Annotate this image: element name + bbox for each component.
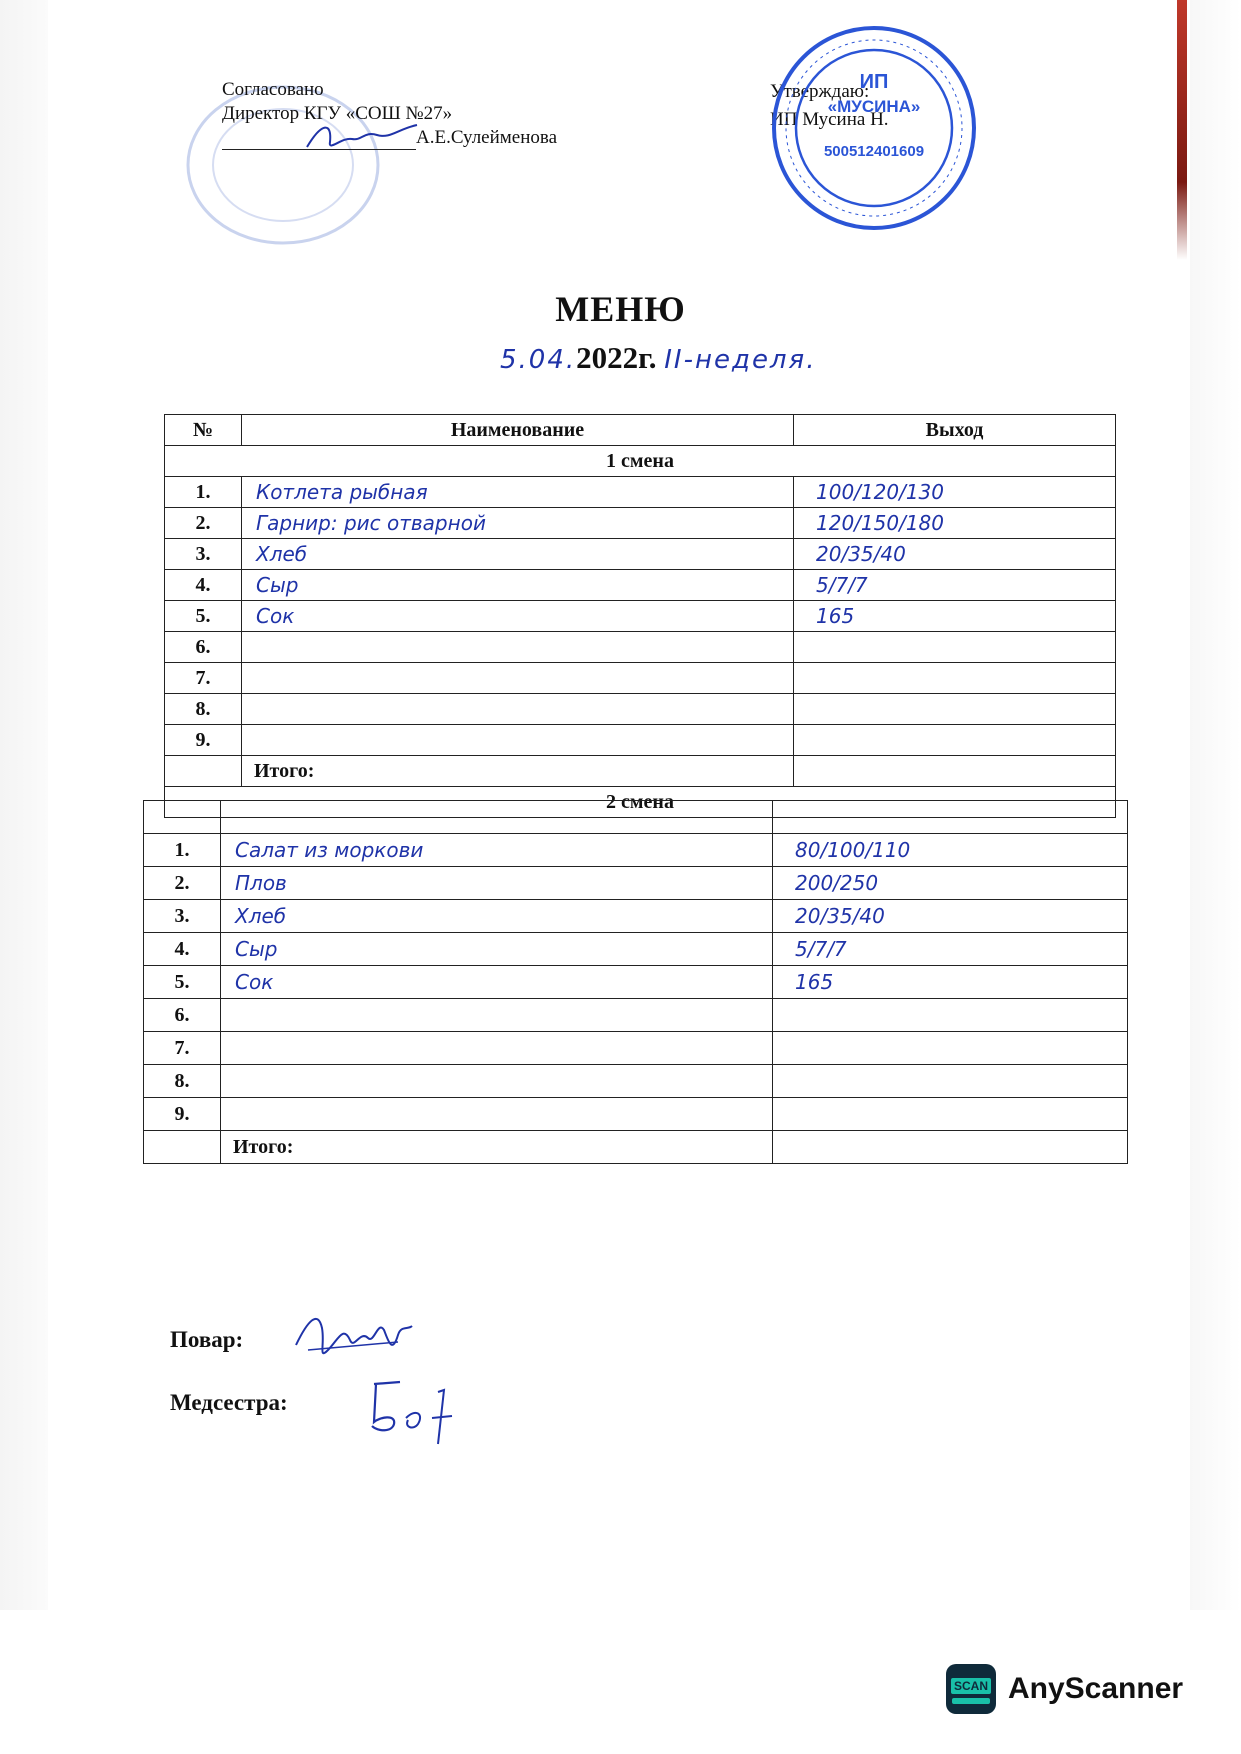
table-row xyxy=(144,1032,1128,1065)
approval-signature-line xyxy=(222,126,557,150)
table-row xyxy=(165,601,1116,632)
table-row xyxy=(144,999,1128,1032)
table-row xyxy=(144,933,1128,966)
row-dish: Плов xyxy=(221,867,773,900)
row-output xyxy=(794,632,1116,663)
table-row xyxy=(144,966,1128,999)
approval-block-left xyxy=(222,78,557,150)
row-number: 2. xyxy=(165,508,242,539)
row-dish xyxy=(242,725,794,756)
total-label: Итого: xyxy=(221,1131,773,1164)
row-number: 2. xyxy=(144,867,221,900)
approval-right-heading: Утверждаю: xyxy=(770,81,870,102)
table-row xyxy=(165,663,1116,694)
total-value xyxy=(773,1131,1128,1164)
col-name-header: Наименование xyxy=(242,415,794,446)
row-number: 1. xyxy=(165,477,242,508)
row-dish: Салат из моркови xyxy=(221,834,773,867)
table-row xyxy=(165,539,1116,570)
col-output-header: Выход xyxy=(794,415,1116,446)
total-spacer xyxy=(165,756,242,787)
handwritten-week: II-неделя. xyxy=(664,345,817,375)
row-dish: Хлеб xyxy=(221,900,773,933)
row-output: 120/150/180 xyxy=(794,508,1116,539)
table-row xyxy=(144,867,1128,900)
nurse-signature-row xyxy=(170,1390,288,1416)
row-dish: Котлета рыбная xyxy=(242,477,794,508)
stamp-number: 500512401609 xyxy=(823,143,925,160)
table-row xyxy=(144,1065,1128,1098)
total-row xyxy=(144,1131,1128,1164)
row-output xyxy=(773,1032,1128,1065)
table-row xyxy=(165,508,1116,539)
row-output: 165 xyxy=(773,966,1128,999)
table-row xyxy=(165,694,1116,725)
row-number: 3. xyxy=(165,539,242,570)
row-number: 9. xyxy=(165,725,242,756)
row-number: 9. xyxy=(144,1098,221,1131)
row-dish: Хлеб xyxy=(242,539,794,570)
menu-table-shift1 xyxy=(164,414,1116,818)
table-row xyxy=(165,570,1116,601)
cook-signature xyxy=(288,1300,418,1375)
row-number: 7. xyxy=(144,1032,221,1065)
row-dish xyxy=(242,694,794,725)
row-number: 5. xyxy=(144,966,221,999)
red-folder-edge xyxy=(1177,0,1187,260)
approval-position: Директор КГУ «СОШ №27» xyxy=(222,103,453,124)
row-dish xyxy=(242,632,794,663)
scan-app-icon xyxy=(946,1664,996,1714)
row-number: 1. xyxy=(144,834,221,867)
printed-year: 2022г. xyxy=(576,340,657,375)
row-output: 200/250 xyxy=(773,867,1128,900)
table-row xyxy=(144,1098,1128,1131)
shift1-label: 1 смена xyxy=(165,446,1116,477)
menu-table-shift2 xyxy=(143,800,1128,1164)
signature-underline xyxy=(222,131,416,150)
row-dish: Гарнир: рис отварной xyxy=(242,508,794,539)
row-number: 5. xyxy=(165,601,242,632)
shift-row xyxy=(165,446,1116,477)
row-output: 5/7/7 xyxy=(794,570,1116,601)
row-output xyxy=(794,725,1116,756)
row-dish xyxy=(221,1065,773,1098)
director-name: А.Е.Сулейменова xyxy=(416,127,558,148)
row-dish xyxy=(242,663,794,694)
cook-signature-row xyxy=(170,1327,243,1353)
col-number-header: № xyxy=(165,415,242,446)
shift2-label: 2 смена xyxy=(165,787,1116,818)
row-number: 6. xyxy=(165,632,242,663)
row-output xyxy=(794,694,1116,725)
row-dish: Сыр xyxy=(242,570,794,601)
row-dish xyxy=(221,1032,773,1065)
row-number: 8. xyxy=(144,1065,221,1098)
row-output: 100/120/130 xyxy=(794,477,1116,508)
row-number: 3. xyxy=(144,900,221,933)
row-output: 20/35/40 xyxy=(773,900,1128,933)
row-number: 8. xyxy=(165,694,242,725)
row-dish xyxy=(221,999,773,1032)
cook-label: Повар: xyxy=(170,1327,244,1352)
total-value xyxy=(794,756,1116,787)
table-row xyxy=(165,477,1116,508)
row-dish: Сыр xyxy=(221,933,773,966)
table-row xyxy=(165,725,1116,756)
nurse-signature xyxy=(360,1372,470,1450)
row-dish: Сок xyxy=(242,601,794,632)
row-number: 6. xyxy=(144,999,221,1032)
scan-icon-label: SCAN xyxy=(951,1678,991,1694)
row-dish: Сок xyxy=(221,966,773,999)
total-label: Итого: xyxy=(242,756,794,787)
blank-cell xyxy=(773,801,1128,834)
row-output: 5/7/7 xyxy=(773,933,1128,966)
handwritten-date: 5.04. xyxy=(500,345,577,375)
row-output: 20/35/40 xyxy=(794,539,1116,570)
row-dish xyxy=(221,1098,773,1131)
table-header-row xyxy=(165,415,1116,446)
row-number: 7. xyxy=(165,663,242,694)
row-output: 80/100/110 xyxy=(773,834,1128,867)
page-title: МЕНЮ xyxy=(555,289,686,329)
date-line xyxy=(500,340,816,376)
approval-right-name: ИП Мусина Н. xyxy=(770,109,889,130)
director-signature xyxy=(302,117,422,157)
total-spacer xyxy=(144,1131,221,1164)
row-output xyxy=(773,999,1128,1032)
stamp-middle-text: «МУСИНА» xyxy=(827,97,921,116)
blank-row xyxy=(144,801,1128,834)
row-output: 165 xyxy=(794,601,1116,632)
anyscanner-watermark xyxy=(946,1664,1183,1714)
app-name: AnyScanner xyxy=(1008,1672,1184,1705)
table-row xyxy=(144,834,1128,867)
blank-cell xyxy=(144,801,221,834)
approval-heading: Согласовано xyxy=(222,79,324,100)
stamp-top-text: ИП xyxy=(859,71,889,93)
row-output xyxy=(773,1065,1128,1098)
row-output xyxy=(794,663,1116,694)
row-output xyxy=(773,1098,1128,1131)
round-stamp xyxy=(768,22,980,234)
total-row xyxy=(165,756,1116,787)
row-number: 4. xyxy=(165,570,242,601)
scan-icon-bar xyxy=(952,1698,990,1704)
page-left-edge xyxy=(0,0,48,1610)
nurse-label: Медсестра: xyxy=(170,1390,288,1415)
blank-cell xyxy=(221,801,773,834)
table-row xyxy=(165,632,1116,663)
page-right-edge xyxy=(1190,0,1241,1754)
row-number: 4. xyxy=(144,933,221,966)
table-row xyxy=(144,900,1128,933)
